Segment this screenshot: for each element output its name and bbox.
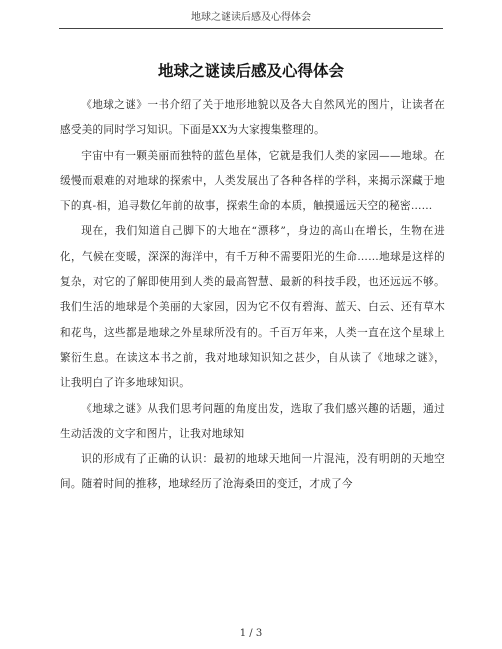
paragraph-intro: 《地球之谜》一书介绍了关于地形地貌以及各大自然风光的图片，让读者在感受美的同时学习知识。下面是XX为大家搜集整理的。 <box>60 99 445 137</box>
paragraph-earth-home: 宇宙中有一颗美丽而独特的蓝色星体，它就是我们人类的家园——地球。在缓慢而艰难的对地球的探索中，人类发展出了各种各样的学科，来揭示深藏于地下的真-相，追寻数亿年前的故事，探索生命的本质，触摸遥远天空的秘密…… <box>60 149 445 213</box>
header-divider <box>59 28 443 29</box>
document-title: 地球之谜读后感及心得体会 <box>157 62 344 80</box>
paragraph-earth-formation: 识的形成有了正确的认识：最初的地球天地间一片混沌，没有明朗的天地空间。随着时间的推移，地球经历了沧海桑田的变迁，才成了今 <box>60 453 445 491</box>
document-body <box>60 93 445 498</box>
running-header: 地球之谜读后感及心得体会 <box>191 12 311 23</box>
paragraph-earth-knowledge: 现在，我们知道自己脚下的大地在“漂移”，身边的高山在增长，生物在进化，气候在变暖，深深的海洋中，有千万种不需要阳光的生命……地球是这样的复杂，对它的了解即使用到人类的最高智慧、最新的科技手段，也还远远不够。我们生活的地球是个美丽的大家园，因为它不仅有碧海、蓝天、白云、还有草木和花鸟，这些都是地球之外星球所没有的。千百万年来，人类一直在这个星球上繁衍生息。在读这本书之前，我对地球知识知之甚少，自从读了《地球之谜》，让我明白了许多地球知识。 <box>60 225 445 390</box>
paragraph-book-approach: 《地球之谜》从我们思考问题的角度出发，选取了我们感兴趣的话题，通过生动活泼的文字和图片，让我对地球知 <box>60 402 445 440</box>
page-number: 1 / 3 <box>239 628 263 639</box>
